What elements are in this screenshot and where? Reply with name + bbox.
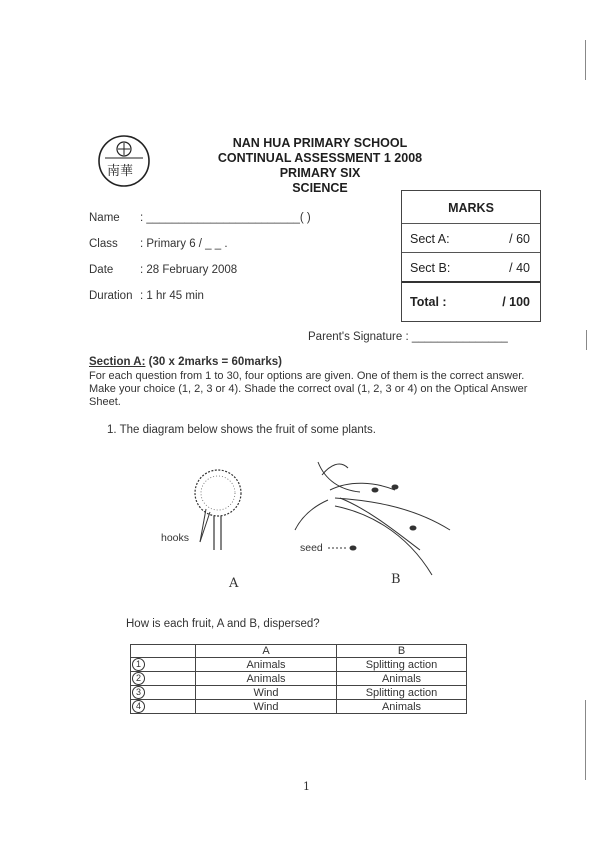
table-header-cell: A bbox=[196, 645, 337, 658]
option-number-cell bbox=[131, 672, 196, 686]
option-number: 2 bbox=[132, 672, 145, 685]
parent-signature: Parent's Signature : _______________ bbox=[308, 331, 508, 343]
table-header-row bbox=[131, 645, 467, 658]
options-table bbox=[130, 644, 467, 714]
label-fruit-b: B bbox=[391, 572, 401, 587]
marks-title: MARKS bbox=[448, 201, 494, 215]
marks-box bbox=[401, 190, 541, 322]
table-header-cell bbox=[131, 645, 196, 658]
scan-edge-mark bbox=[586, 330, 587, 350]
option-b-cell: Splitting action bbox=[337, 658, 467, 672]
fruit-a-drawing bbox=[195, 470, 241, 550]
assessment-title: CONTINUAL ASSESSMENT 1 2008 bbox=[217, 151, 423, 165]
option-a-cell: Animals bbox=[196, 658, 337, 672]
scan-edge-mark bbox=[585, 40, 586, 80]
section-a-instructions: For each question from 1 to 30, four options are given. One of them is the correct answer. Make your choice (1, 2, 3 or 4). Shade the correct oval (1, 2, 3 or 4) on the Optical Answer Sheet. bbox=[89, 370, 528, 408]
option-number-cell bbox=[131, 700, 196, 714]
duration-field: : 1 hr 45 min bbox=[140, 290, 204, 302]
question-1-text: 1. The diagram below shows the fruit of some plants. bbox=[107, 424, 376, 436]
section-a-heading bbox=[89, 356, 539, 369]
marks-row-sect-a bbox=[402, 223, 540, 252]
fruit-diagram bbox=[150, 450, 470, 600]
date-label: Date bbox=[89, 264, 114, 276]
section-a-marks: (30 x 2marks = 60marks) bbox=[148, 356, 282, 368]
question-1-prompt: How is each fruit, A and B, dispersed? bbox=[126, 618, 320, 630]
table-row bbox=[131, 672, 467, 686]
sect-a-value: / 60 bbox=[509, 232, 530, 246]
option-b-cell: Splitting action bbox=[337, 686, 467, 700]
option-a-cell: Wind bbox=[196, 700, 337, 714]
level-title: PRIMARY SIX bbox=[279, 166, 361, 180]
sect-b-value: / 40 bbox=[509, 261, 530, 275]
table-row bbox=[131, 700, 467, 714]
total-label: Total : bbox=[410, 295, 447, 309]
class-field: : Primary 6 / _ _ . bbox=[140, 238, 228, 250]
option-number: 3 bbox=[132, 686, 145, 699]
scan-edge-mark bbox=[585, 700, 586, 780]
page-number: 1 bbox=[303, 780, 310, 793]
duration-label: Duration bbox=[89, 290, 133, 302]
section-a-title: Section A: bbox=[89, 356, 146, 368]
option-number-cell bbox=[131, 658, 196, 672]
option-a-cell: Animals bbox=[196, 672, 337, 686]
label-hooks: hooks bbox=[161, 532, 190, 544]
subject-title: SCIENCE bbox=[292, 181, 348, 195]
school-logo bbox=[97, 134, 151, 188]
table-row bbox=[131, 658, 467, 672]
logo-text: 南華 bbox=[107, 164, 134, 179]
sect-b-label: Sect B: bbox=[410, 261, 451, 275]
table-row bbox=[131, 686, 467, 700]
option-b-cell: Animals bbox=[337, 700, 467, 714]
class-label: Class bbox=[89, 238, 118, 250]
option-number: 1 bbox=[132, 658, 145, 671]
school-name: NAN HUA PRIMARY SCHOOL bbox=[232, 136, 408, 150]
option-number: 4 bbox=[132, 700, 145, 713]
option-a-cell: Wind bbox=[196, 686, 337, 700]
label-seed: seed bbox=[300, 542, 323, 554]
marks-row-total bbox=[402, 281, 540, 323]
table-header-cell: B bbox=[337, 645, 467, 658]
option-number-cell bbox=[131, 686, 196, 700]
date-field: : 28 February 2008 bbox=[140, 264, 238, 276]
name-field: : ________________________( ) bbox=[140, 212, 311, 224]
fruit-b-drawing bbox=[295, 462, 450, 575]
sect-a-label: Sect A: bbox=[410, 232, 450, 246]
name-label: Name bbox=[89, 212, 120, 224]
total-value: / 100 bbox=[502, 295, 530, 309]
label-fruit-a: A bbox=[229, 576, 239, 591]
marks-row-sect-b bbox=[402, 252, 540, 281]
option-b-cell: Animals bbox=[337, 672, 467, 686]
